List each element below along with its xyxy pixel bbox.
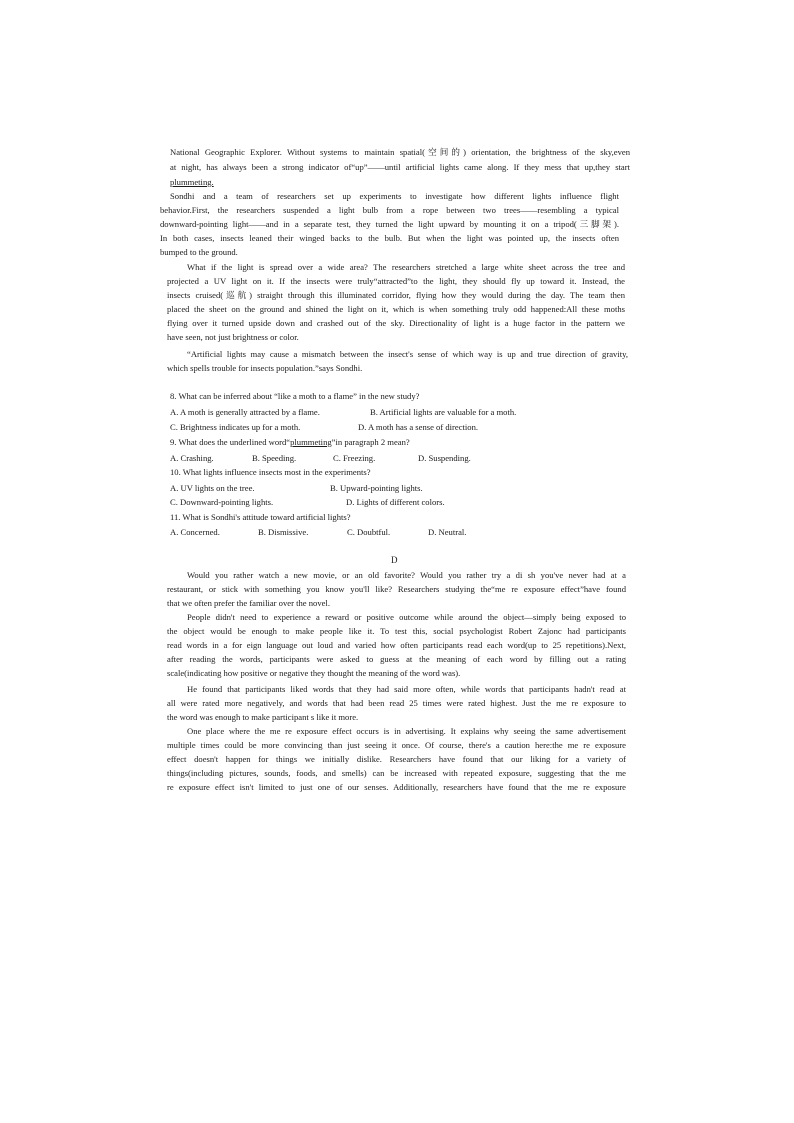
question-10-option-d: D. Lights of different colors. <box>346 497 445 507</box>
question-11: 11. What is Sondhi's attitude toward artificial lights? <box>170 512 351 522</box>
passage-d-p4-line2: multiple times could be more convincing than just seeing it once. Of course, there's a caution here:the me re exposure <box>167 740 626 750</box>
question-9-underlined-word: plummeting <box>290 437 332 447</box>
question-11-option-a: A. Concerned. <box>170 527 220 537</box>
passage-c-p2-line2: behavior.First, the researchers suspended a light bulb from a rope between two trees——resembling a typical <box>160 205 619 215</box>
passage-c-p3-line6: have seen, not just brightness or color. <box>167 332 299 342</box>
passage-c-p3-line1: What if the light is spread over a wide area? The researchers stretched a large white sheet across the tree and <box>187 262 625 272</box>
passage-d-p4-line5: re exposure effect isn't limited to just one of our senses. Additionally, researchers have found that the me re exposure <box>167 782 626 792</box>
passage-c-p2-line5: bumped to the ground. <box>160 247 238 257</box>
question-9-option-d: D. Suspending. <box>418 453 471 463</box>
question-8-option-a: A. A moth is generally attracted by a flame. <box>170 407 320 417</box>
question-11-option-d: D. Neutral. <box>428 527 467 537</box>
question-10-option-b: B. Upward-pointing lights. <box>330 483 423 493</box>
passage-c-p1-line1: National Geographic Explorer. Without systems to maintain spatial(空间的) orientation, the brightness of the sky,even <box>170 147 630 157</box>
passage-d-p2-line3: read words in a for eign language out loud and varied how often participants read each word(up to 25 repetitions).Next, <box>167 640 626 650</box>
passage-d-p4-line3: effect doesn't happen for things we initially dislike. Researchers have found that our liking for a variety of <box>167 754 626 764</box>
passage-c-p3-line2: projected a UV light on it. If the insects were truly“attracted”to the light, they should fly up toward it. Instead, the <box>167 276 625 286</box>
passage-d-p2-line1: People didn't need to experience a reward or positive outcome while around the object—simply being exposed to <box>187 612 626 622</box>
question-8-option-b: B. Artificial lights are valuable for a moth. <box>370 407 517 417</box>
passage-d-p2-line4: after reading the words, participants were asked to guess at the meaning of each word by filling out a rating <box>167 654 626 664</box>
passage-d-p1-line1: Would you rather watch a new movie, or an old favorite? Would you rather try a di sh you've never had at a <box>187 570 626 580</box>
question-8-option-c: C. Brightness indicates up for a moth. <box>170 422 301 432</box>
question-10-option-c: C. Downward-pointing lights. <box>170 497 274 507</box>
passage-d-p2-line2: the object would be enough to make people like it. To test this, social psychologist Robert Zajonc had participants <box>167 626 626 636</box>
question-10: 10. What lights influence insects most in the experiments? <box>170 467 371 477</box>
passage-d-p3-line1: He found that participants liked words that they had said more often, while words that participants hadn't read at <box>187 684 626 694</box>
passage-d-p4-line4: things(including pictures, sounds, foods, and smells) can be increased with repeated exposure, suggesting that the me <box>167 768 626 778</box>
question-9-suffix: ”in paragraph 2 mean? <box>331 437 410 447</box>
question-9-prefix: 9. What does the underlined word“ <box>170 437 291 447</box>
question-8: 8. What can be inferred about “like a moth to a flame” in the new study? <box>170 391 420 401</box>
passage-c-p2-line1: Sondhi and a team of researchers set up experiments to investigate how different lights influence flight <box>170 191 619 201</box>
question-9 <box>170 437 410 448</box>
passage-c-p3-line5: flying over it turned upside down and crashed out of the sky. Directionality of light is a huge factor in the pattern we <box>167 318 625 328</box>
question-8-option-d: D. A moth has a sense of direction. <box>358 422 479 432</box>
passage-c-p2-line4: In both cases, insects leaned their winged backs to the bulb. But when the light was pointed up, the insects often <box>160 233 619 243</box>
question-9-option-b: B. Speeding. <box>252 453 297 463</box>
passage-c-p3-line3: insects cruised(巡航) straight through this illuminated corridor, flying how they would during the day. The team then <box>167 290 625 300</box>
question-11-option-c: C. Doubtful. <box>347 527 391 537</box>
passage-c-p3-line4: placed the sheet on the ground and shined the light on it, which is when something truly odd happened:All these moths <box>167 304 625 314</box>
question-10-option-a: A. UV lights on the tree. <box>170 483 255 493</box>
question-9-option-a: A. Crashing. <box>170 453 214 463</box>
passage-d-p4-line1: One place where the me re exposure effect occurs is in advertising. It explains why seeing the same advertisement <box>187 726 626 736</box>
question-9-option-c: C. Freezing. <box>333 453 376 463</box>
passage-c-p1-line2: at night, has always been a strong indicator of“up”——until artificial lights came along. If they mess that up,they start <box>170 162 630 172</box>
passage-d-p1-line2: restaurant, or stick with something you know you'll like? Researchers studying the“me re exposure effect”have found <box>167 584 626 594</box>
passage-c-p4-line2: which spells trouble for insects population.”says Sondhi. <box>167 363 363 373</box>
passage-c-p2-line3: downward-pointing light——and in a separate test, they turned the light upward by mounting it on a tripod(三脚架). <box>160 219 619 229</box>
passage-d-p3-line2: all were rated more negatively, and words that had been read 25 times were rated highest. Just the me re exposure to <box>167 698 626 708</box>
passage-d-p3-line3: the word was enough to make participant s like it more. <box>167 712 359 722</box>
passage-d-p1-line3: that we often prefer the familiar over the novel. <box>167 598 330 608</box>
passage-c-p1-line3: plummeting. <box>170 177 214 187</box>
passage-d-p2-line5: scale(indicating how positive or negative they thought the meaning of the word was). <box>167 668 461 678</box>
passage-d-heading: D <box>391 555 398 565</box>
question-11-option-b: B. Dismissive. <box>258 527 309 537</box>
passage-c-p4-line1: “Artificial lights may cause a mismatch between the insect's sense of which way is up and true direction of gravity, <box>187 349 628 359</box>
